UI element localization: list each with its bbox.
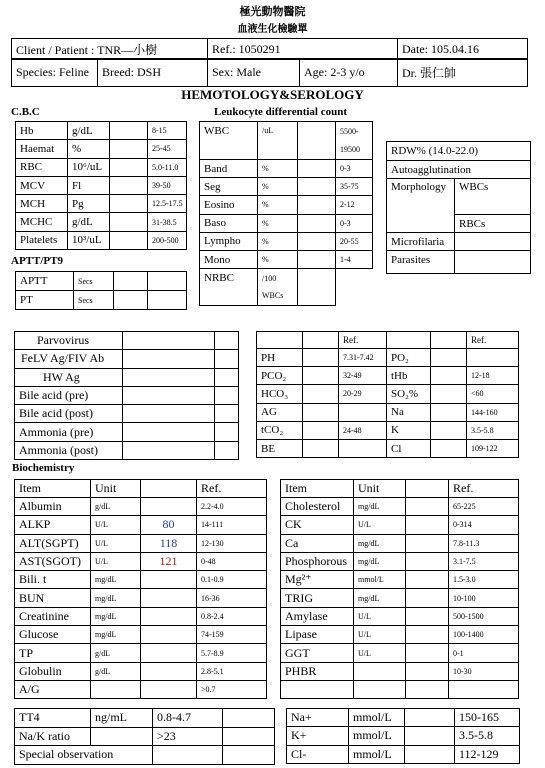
leukocyte-ref: 35-75 (336, 178, 373, 196)
biochem-unit: mg/dL (354, 589, 406, 607)
biochem-unit: g/dL (91, 662, 141, 680)
leukocyte-unit: % (258, 214, 298, 232)
nrbc-unit-1: /100 (262, 274, 277, 283)
biochem-ref: 2.2-4.0 (197, 498, 267, 516)
gas-value-b (431, 439, 467, 457)
biochem-ref: >0.7 (197, 680, 267, 698)
aptt-label: APTT (16, 272, 74, 291)
leukocyte-name: Band (200, 160, 258, 178)
date-field: Date: 105.04.16 (398, 39, 528, 60)
gas-ref-b: 3.5-5.8 (467, 421, 519, 439)
gas-ref-a: 32-49 (339, 367, 387, 385)
pt-unit: Secs (74, 291, 114, 310)
gas-param-b: Cl (387, 439, 431, 457)
biochem-value (141, 680, 197, 698)
biochem-ref: 10-30 (449, 662, 519, 680)
biochem-ref: 0-314 (449, 516, 519, 534)
gas-value-a (303, 349, 339, 367)
serology-name: Parvovirus (15, 332, 123, 350)
serology-value (123, 423, 215, 441)
biochem-unit: mg/dL (354, 498, 406, 516)
gas-ref-b: 12-18 (467, 367, 519, 385)
serology-name: Bile acid (post) (15, 405, 123, 423)
bottom-ref: >23 (153, 727, 223, 746)
cbc-unit: % (68, 140, 110, 158)
wbc-value (298, 122, 336, 160)
client-field: Client / Patient : TNR—小樹 (12, 39, 208, 60)
biochem-item: TP (15, 644, 91, 662)
morphology-label: Morphology (387, 179, 455, 233)
serology-name: HW Ag (15, 368, 123, 386)
biochem-ref: 5.7-8.9 (197, 644, 267, 662)
pt-ref (148, 291, 187, 310)
gas-ref-a: 7.31-7.42 (339, 349, 387, 367)
biochem-unit: U/L (91, 534, 141, 552)
biochem-value (406, 516, 449, 534)
cbc-name: Hb (16, 122, 68, 140)
biochem-ref: 0-48 (197, 552, 267, 570)
sex-field: Sex: Male (208, 59, 300, 87)
biochem-blank (281, 680, 354, 698)
leukocyte-title: Leukocyte differential count (214, 106, 348, 118)
bottom-item: K+ (287, 727, 349, 745)
rdw-table (386, 141, 531, 274)
biochem-item: Ca (281, 534, 354, 552)
cbc-unit: g/dL (68, 122, 110, 140)
biochem-ref: 12-130 (197, 534, 267, 552)
biochem-right-value-head (406, 480, 449, 498)
leukocyte-value (298, 178, 336, 196)
gas-value-b (431, 349, 467, 367)
biochem-unit (91, 680, 141, 698)
biochem-unit: g/dL (91, 644, 141, 662)
bottom-value (405, 745, 455, 763)
leukocyte-ref: 2-12 (336, 196, 373, 214)
nrbc-table (199, 268, 373, 306)
leukocyte-table (199, 121, 373, 160)
cbc-name: Platelets (16, 231, 68, 249)
leukocyte-value (298, 250, 336, 268)
biochem-item: Lipase (281, 626, 354, 644)
cbc-value (110, 195, 148, 213)
bottom-item: TT4 (15, 709, 91, 728)
aptt-title: APTT/PT9 (11, 255, 63, 267)
cbc-unit: 10³/uL (68, 231, 110, 249)
gas-ref-b: <60 (467, 385, 519, 403)
nrbc-value (298, 269, 336, 306)
bottom-unit: mmol/L (349, 709, 405, 727)
bottom-item: Cl- (287, 745, 349, 763)
bottom-value (223, 709, 275, 728)
cbc-value (110, 122, 148, 140)
biochem-left-value-head (141, 480, 197, 498)
leukocyte-unit: % (258, 250, 298, 268)
gas-head-ref-b: Ref. (467, 332, 519, 349)
biochem-item: Albumin (15, 498, 91, 516)
biochem-value (406, 589, 449, 607)
gas-value-b (431, 403, 467, 421)
report-title: 血液生化檢驗單 (237, 24, 308, 35)
age-field: Age: 2-3 y/o (300, 59, 398, 87)
biochem-unit: U/L (354, 644, 406, 662)
patient-info-table-2 (11, 58, 528, 87)
biochem-ref: 1.5-3.0 (449, 571, 519, 589)
biochem-unit: mg/dL (91, 626, 141, 644)
biochem-item: Cholesterol (281, 498, 354, 516)
bottom-value (223, 746, 275, 765)
cbc-unit: Pg (68, 195, 110, 213)
serology-value (123, 332, 215, 350)
gas-head-av (303, 332, 339, 349)
gas-value-b (431, 385, 467, 403)
cbc-ref: 12.5-17.5 (148, 195, 187, 213)
biochem-ref: 65-225 (449, 498, 519, 516)
leukocyte-unit: % (258, 232, 298, 250)
cbc-value (110, 140, 148, 158)
gas-ref-b (467, 349, 519, 367)
cbc-value (110, 158, 148, 176)
bottom-unit: mmol/L (349, 745, 405, 763)
biochem-unit: U/L (354, 516, 406, 534)
wbc-ref-1: 5500- (340, 126, 359, 136)
aptt-value (114, 272, 148, 291)
biochem-item: Phosphorous (281, 552, 354, 570)
gas-param-a: PCO₂ (257, 367, 303, 385)
leukocyte-name: Seg (200, 178, 258, 196)
serology-value (123, 441, 215, 459)
biochem-blank (449, 680, 519, 698)
leukocyte-name: Eosino (200, 196, 258, 214)
biochem-item: Glucose (15, 626, 91, 644)
bottom-unit (91, 727, 153, 746)
wbc-ref (336, 122, 373, 160)
biochem-unit: U/L (91, 516, 141, 534)
biochem-unit: mg/dL (91, 571, 141, 589)
cbc-ref: 39-50 (148, 176, 187, 194)
aptt-unit: Secs (74, 272, 114, 291)
bottom-ref: 150-165 (455, 709, 520, 727)
biochem-value: 80 (141, 516, 197, 534)
bottom-ref (153, 746, 223, 765)
cbc-ref: 31-38.5 (148, 213, 187, 231)
biochem-blank (406, 680, 449, 698)
gas-param-a: PH (257, 349, 303, 367)
biochem-blank (354, 680, 406, 698)
biochem-value (141, 589, 197, 607)
biochem-item: Bili. t (15, 571, 91, 589)
rdw-row: RDW% (14.0-22.0) (387, 142, 531, 161)
gas-param-a: BE (257, 439, 303, 457)
bottom-item: Na/K ratio (15, 727, 91, 746)
gas-value-a (303, 439, 339, 457)
serology-name: FeLV Ag/FIV Ab (15, 350, 123, 368)
blood-gas-table (256, 331, 519, 458)
gas-head-bv (431, 332, 467, 349)
bottom-unit: ng/mL (91, 709, 153, 728)
biochem-item: ALKP (15, 516, 91, 534)
biochem-value (406, 498, 449, 516)
biochem-value (406, 607, 449, 625)
pt-value (114, 291, 148, 310)
biochem-ref: 500-1500 (449, 607, 519, 625)
biochemistry-title: Biochemistry (12, 462, 75, 474)
biochem-unit: g/dL (91, 498, 141, 516)
bottom-value (405, 709, 455, 727)
leukocyte-name: Lympho (200, 232, 258, 250)
biochem-unit: mg/dL (91, 607, 141, 625)
biochem-unit: U/L (91, 552, 141, 570)
cbc-table (15, 121, 187, 250)
breed-field: Breed: DSH (98, 59, 208, 87)
gas-param-b: tHb (387, 367, 431, 385)
biochem-unit: U/L (354, 607, 406, 625)
patient-info-table (11, 38, 528, 60)
biochem-ref: 16-36 (197, 589, 267, 607)
parasites-label: Parasites (387, 251, 455, 274)
bottom-left-table (14, 708, 275, 765)
cbc-ref: 200-500 (148, 231, 187, 249)
cbc-name: Haemat (16, 140, 68, 158)
bottom-ref: 112-129 (455, 745, 520, 763)
nrbc-unit (258, 269, 298, 306)
biochem-value (141, 607, 197, 625)
leukocyte-ref: 1-4 (336, 250, 373, 268)
biochem-item: GGT (281, 644, 354, 662)
bottom-value (223, 727, 275, 746)
biochem-value (406, 644, 449, 662)
morphology-wbcs: WBCs (455, 179, 531, 215)
biochem-unit: mg/dL (354, 534, 406, 552)
biochem-value (406, 552, 449, 570)
leukocyte-value (298, 214, 336, 232)
gas-ref-b: 109-122 (467, 439, 519, 457)
wbc-label: WBC (200, 122, 258, 160)
bottom-unit: mmol/L (349, 727, 405, 745)
biochem-value: 118 (141, 534, 197, 552)
cbc-title: C.B.C (11, 106, 40, 118)
biochem-unit: mg/dL (91, 589, 141, 607)
biochem-unit: U/L (354, 626, 406, 644)
serology-value (123, 350, 215, 368)
serology-extra (215, 405, 239, 423)
microfilaria-value (455, 233, 531, 251)
bottom-ref: 3.5-5.8 (455, 727, 520, 745)
biochem-item: AST(SGOT) (15, 552, 91, 570)
section-title: HEMOTOLOGY&SEROLOGY (181, 87, 364, 102)
biochem-ref: 100-1400 (449, 626, 519, 644)
serology-extra (215, 386, 239, 404)
leukocyte-name: Mono (200, 250, 258, 268)
biochem-value: 121 (141, 552, 197, 570)
biochem-left-unit-head: Unit (91, 480, 141, 498)
biochem-left-table (14, 479, 267, 699)
biochem-value (141, 644, 197, 662)
gas-param-b: PO₂ (387, 349, 431, 367)
biochem-ref: 0.8-2.4 (197, 607, 267, 625)
cbc-name: MCHC (16, 213, 68, 231)
gas-value-b (431, 421, 467, 439)
gas-head-ref-a: Ref. (339, 332, 387, 349)
leukocyte-ref: 0-3 (336, 160, 373, 178)
serology-value (123, 405, 215, 423)
parasites-value (455, 251, 531, 274)
nrbc-unit-2: WBCs (262, 291, 284, 300)
nrbc-blank (336, 269, 373, 306)
gas-head-a (257, 332, 303, 349)
bottom-right-table (286, 708, 520, 764)
gas-value-a (303, 421, 339, 439)
biochem-unit: mmol/L (354, 571, 406, 589)
biochem-left-item-head: Item (15, 480, 91, 498)
wbc-ref-2: 19500 (340, 144, 360, 154)
biochem-right-unit-head: Unit (354, 480, 406, 498)
cbc-name: MCH (16, 195, 68, 213)
biochem-right-item-head: Item (281, 480, 354, 498)
leukocyte-value (298, 232, 336, 250)
biochem-left-ref-head: Ref. (197, 480, 267, 498)
bottom-ref: 0.8-4.7 (153, 709, 223, 728)
biochem-unit: mg/dL (354, 552, 406, 570)
serology-value (123, 386, 215, 404)
gas-param-a: tCO₂ (257, 421, 303, 439)
gas-value-b (431, 367, 467, 385)
biochem-ref: 0-1 (449, 644, 519, 662)
cbc-unit: 10⁶/uL (68, 158, 110, 176)
gas-ref-a (339, 439, 387, 457)
gas-value-a (303, 403, 339, 421)
bottom-value (405, 727, 455, 745)
pt-label: PT (16, 291, 74, 310)
gas-ref-b: 144-160 (467, 403, 519, 421)
biochem-right-ref-head: Ref. (449, 480, 519, 498)
cbc-ref: 8-15 (148, 122, 187, 140)
biochem-value (406, 571, 449, 589)
biochem-item: Mg²⁺ (281, 571, 354, 589)
hospital-name: 極光動物醫院 (239, 5, 306, 18)
biochem-item: A/G (15, 680, 91, 698)
gas-value-a (303, 385, 339, 403)
serology-name: Ammonia (pre) (15, 423, 123, 441)
biochem-value (141, 498, 197, 516)
gas-param-a: AG (257, 403, 303, 421)
wbc-unit: /uL (258, 122, 298, 160)
biochem-ref: 14-111 (197, 516, 267, 534)
serology-extra (215, 441, 239, 459)
aptt-table (15, 271, 187, 310)
gas-param-b: Na (387, 403, 431, 421)
biochem-value (141, 571, 197, 589)
serology-extra (215, 423, 239, 441)
biochem-item: Amylase (281, 607, 354, 625)
gas-param-b: SO₂% (387, 385, 431, 403)
biochem-unit (354, 662, 406, 680)
leukocyte-ref: 0-3 (336, 214, 373, 232)
serology-extra (215, 350, 239, 368)
cbc-unit: g/dL (68, 213, 110, 231)
cbc-unit: Fl (68, 176, 110, 194)
bottom-item: Special observation (15, 746, 153, 765)
leukocyte-unit: % (258, 178, 298, 196)
gas-ref-a (339, 403, 387, 421)
serology-table (14, 331, 239, 460)
biochem-item: TRIG (281, 589, 354, 607)
biochem-value (406, 626, 449, 644)
doctor-field: Dr. 張仁帥 (398, 59, 528, 87)
cbc-name: MCV (16, 176, 68, 194)
cbc-ref: 25-45 (148, 140, 187, 158)
gas-value-a (303, 367, 339, 385)
ref-field: Ref.: 1050291 (208, 39, 398, 60)
nrbc-label: NRBC (200, 269, 258, 306)
leukocyte-unit: % (258, 196, 298, 214)
biochem-value (141, 662, 197, 680)
cbc-value (110, 231, 148, 249)
cbc-name: RBC (16, 158, 68, 176)
biochem-ref: 2.8-5.1 (197, 662, 267, 680)
morphology-rbcs: RBCs (455, 215, 531, 233)
gas-head-b (387, 332, 431, 349)
biochem-ref: 0.1-0.9 (197, 571, 267, 589)
serology-extra (215, 368, 239, 386)
bottom-item: Na+ (287, 709, 349, 727)
leukocyte-value (298, 160, 336, 178)
biochem-ref: 3.1-7.5 (449, 552, 519, 570)
biochem-value (406, 534, 449, 552)
leukocyte-unit: % (258, 160, 298, 178)
biochem-right-table (280, 479, 519, 699)
species-field: Species: Feline (12, 59, 98, 87)
leukocyte-ref: 20-55 (336, 232, 373, 250)
serology-extra (215, 332, 239, 350)
serology-name: Ammonia (post) (15, 441, 123, 459)
biochem-item: Globulin (15, 662, 91, 680)
biochem-item: Creatinine (15, 607, 91, 625)
autoagglutination-row: Autoagglutination (387, 161, 531, 179)
gas-param-a: HCO₃ (257, 385, 303, 403)
gas-ref-a: 24-48 (339, 421, 387, 439)
biochem-ref: 7.8-11.3 (449, 534, 519, 552)
biochem-value (141, 626, 197, 644)
biochem-item: BUN (15, 589, 91, 607)
gas-param-b: K (387, 421, 431, 439)
biochem-ref: 10-100 (449, 589, 519, 607)
cbc-value (110, 176, 148, 194)
cbc-ref: 5.0-11.0 (148, 158, 187, 176)
leukocyte-value (298, 196, 336, 214)
aptt-ref (148, 272, 187, 291)
gas-ref-a: 20-29 (339, 385, 387, 403)
biochem-ref: 74-159 (197, 626, 267, 644)
microfilaria-label: Microfilaria (387, 233, 455, 251)
serology-value (123, 368, 215, 386)
biochem-item: ALT(SGPT) (15, 534, 91, 552)
biochem-item: CK (281, 516, 354, 534)
leukocyte-name: Baso (200, 214, 258, 232)
cbc-value (110, 213, 148, 231)
biochem-value (406, 662, 449, 680)
biochem-item: PHBR (281, 662, 354, 680)
serology-name: Bile acid (pre) (15, 386, 123, 404)
leukocyte-table-rows (199, 159, 373, 269)
